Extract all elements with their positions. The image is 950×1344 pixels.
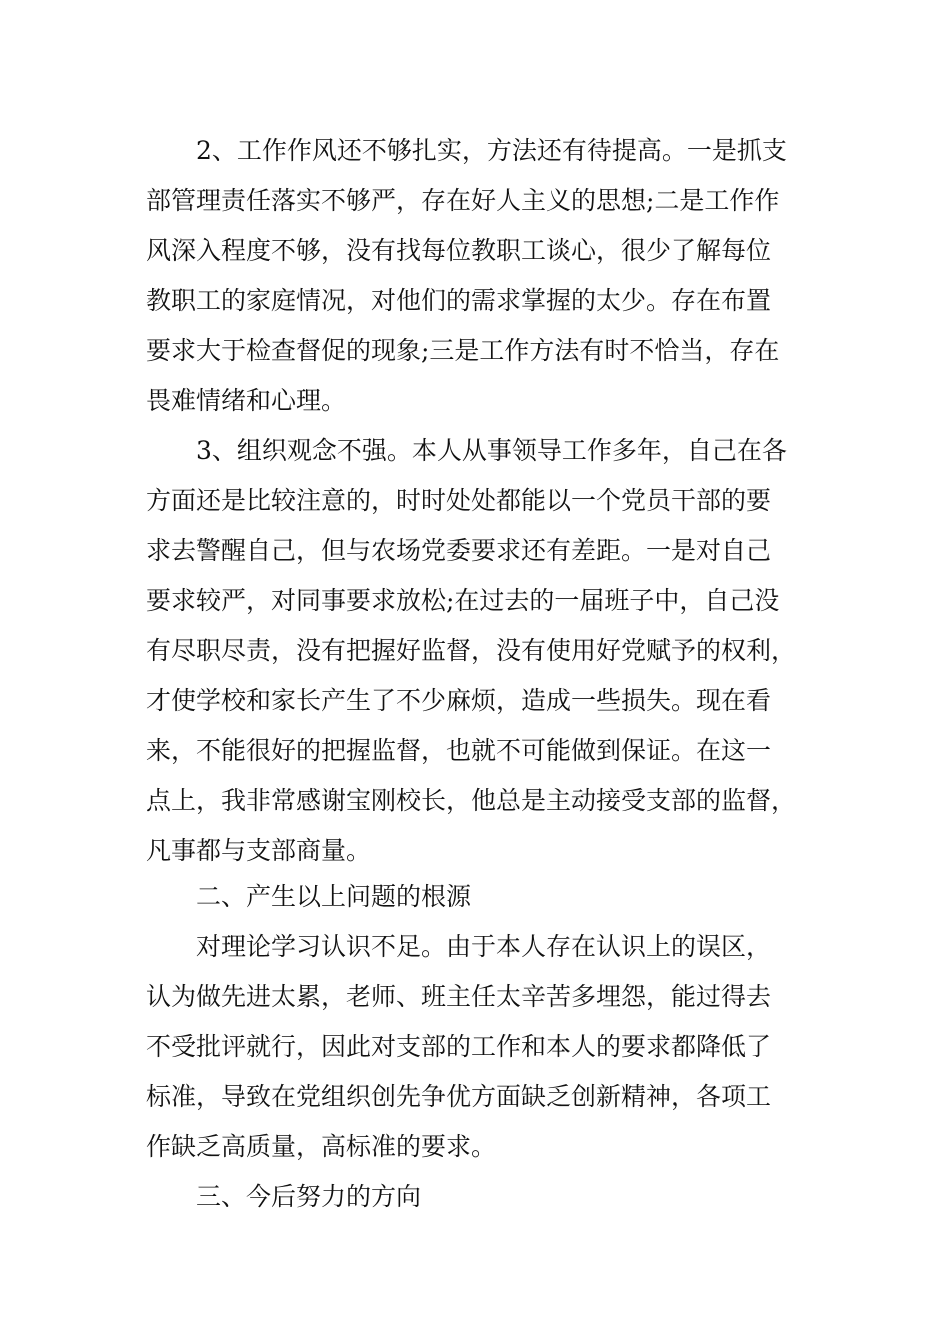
text-line: 教职工的家庭情况，对他们的需求掌握的太少。存在布置 [146,286,772,315]
text-line: 2、工作作风还不够扎实，方法还有待提高。一是抓支 [196,136,787,165]
text-line: 求去警醒自己，但与农场党委要求还有差距。一是对自己 [146,536,772,565]
text-line: 标准，导致在党组织创先争优方面缺乏创新精神，各项工 [146,1082,772,1111]
heading-text: 二、产生以上问题的根源 [196,882,472,911]
text-line: 点上，我非常感谢宝刚校长，他总是主动接受支部的监督， [146,786,797,815]
paragraph-work-style [146,126,806,426]
text-line: 认为做先进太累，老师、班主任太辛苦多埋怨，能过得去 [146,982,772,1011]
text-line: 来，不能很好的把握监督，也就不可能做到保证。在这一 [146,736,772,765]
text-line: 畏难情绪和心理。 [146,386,347,415]
text-line: 凡事都与支部商量。 [146,836,372,865]
text-line: 部管理责任落实不够严，存在好人主义的思想;二是工作作 [146,186,780,215]
heading-text: 三、今后努力的方向 [196,1182,422,1211]
text-line: 要求较严，对同事要求放松;在过去的一届班子中，自己没 [146,586,780,615]
text-line: 对理论学习认识不足。由于本人存在认识上的误区， [196,932,772,961]
text-line: 风深入程度不够，没有找每位教职工谈心，很少了解每位 [146,236,772,265]
text-line: 才使学校和家长产生了不少麻烦，造成一些损失。现在看 [146,686,772,715]
text-line: 3、组织观念不强。本人从事领导工作多年，自己在各 [196,436,787,465]
paragraph-theory-study [146,922,806,1172]
text-line: 方面还是比较注意的，时时处处都能以一个党员干部的要 [146,486,772,515]
text-line: 要求大于检查督促的现象;三是工作方法有时不恰当，存在 [146,336,780,365]
section-heading-future-direction [146,1172,806,1222]
text-line: 不受批评就行，因此对支部的工作和本人的要求都降低了 [146,1032,772,1061]
paragraph-organization-concept [146,426,806,876]
section-heading-root-causes [146,872,806,922]
text-line: 有尽职尽责，没有把握好监督，没有使用好党赋予的权利， [146,636,797,665]
text-line: 作缺乏高质量，高标准的要求。 [146,1132,497,1161]
